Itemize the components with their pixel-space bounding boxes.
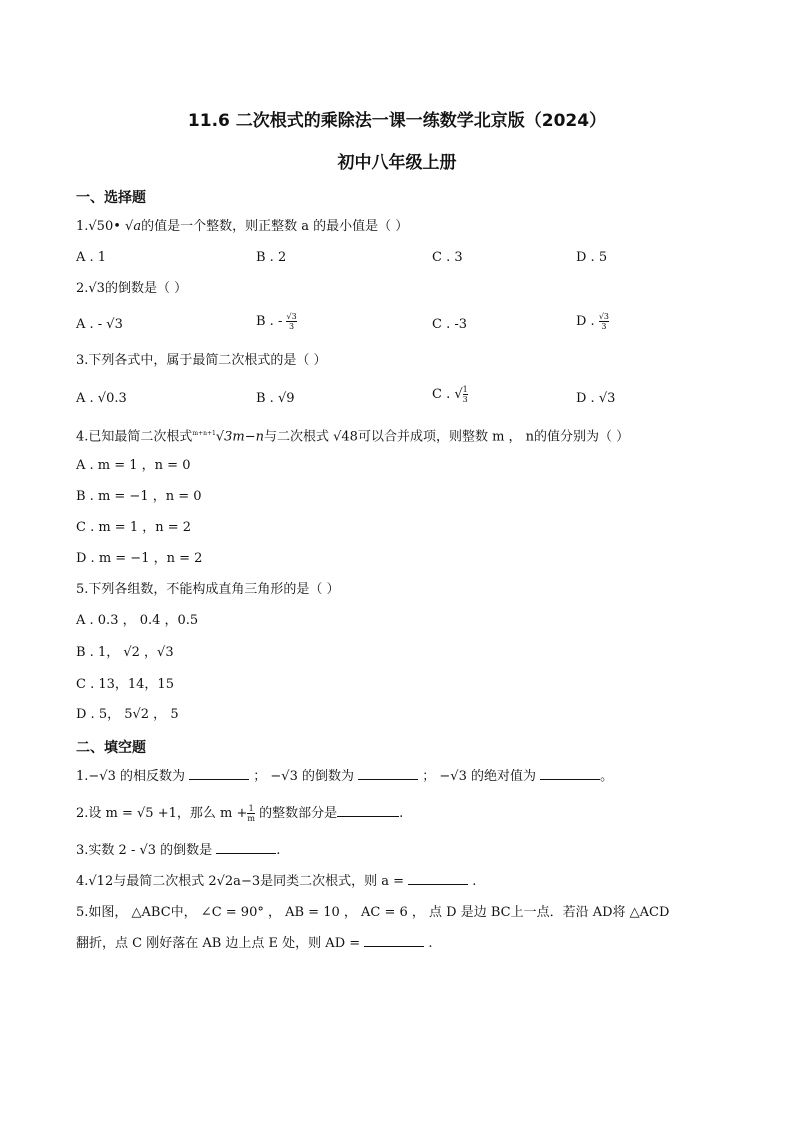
q1-option-a: A . 1 [76, 250, 107, 265]
fill-5-line-2-end: . [428, 936, 433, 951]
q5-option-b: B . 1， √2 ，√3 [76, 645, 174, 660]
page-title: 11.6 二次根式的乘除法一课一练数学北京版（2024） [187, 111, 607, 131]
fill-2-part-1: 2.设 m = √5 +1，那么 m + [76, 806, 248, 821]
fill-4-part-2: . [472, 874, 477, 889]
fraction-numerator: √3 [598, 312, 610, 321]
fraction-denominator: 3 [601, 322, 607, 331]
question-2-stem: 2.√3的倒数是（ ） [76, 281, 188, 296]
fill-4 [76, 872, 476, 892]
fill-5-line-2 [76, 934, 433, 954]
fraction-denominator: 3 [462, 395, 468, 404]
q3-option-c-fraction [463, 385, 468, 404]
question-4-stem [76, 424, 629, 447]
fill-1 [76, 767, 613, 787]
q4-stem-a: 4.已知最简二次根式 [76, 429, 193, 445]
q4-option-d: D . m = −1 ，n = 2 [76, 551, 203, 566]
q4-root-index: m+n+1 [192, 430, 216, 437]
fill-1-part-1: 1.−√3 的相反数为 [76, 769, 185, 784]
q3-option-a: A . √0.3 [76, 391, 127, 406]
q4-option-a: A . m = 1 ，n = 0 [76, 458, 191, 473]
q2-option-c: C . -3 [432, 317, 468, 332]
fill-5-line-1: 5.如图， △ABC中， ∠C = 90° ， AB = 10 ， AC = 6 ， 点 D 是边 BC上一点．若沿 AD将 △ACD [76, 905, 670, 920]
question-3-stem: 3.下列各式中，属于最简二次根式的是（ ） [76, 353, 327, 368]
fill-2-part-2: 的整数部分是 [259, 806, 338, 821]
q3-option-b: B . √9 [256, 391, 295, 406]
q1-option-c: C . 3 [432, 250, 463, 265]
q4-option-b: B . m = −1 ，n = 0 [76, 489, 202, 504]
fill-2-fraction [247, 804, 255, 823]
answer-blank[interactable] [364, 934, 424, 947]
question-5-stem: 5.下列各组数，不能构成直角三角形的是（ ） [76, 582, 340, 597]
fill-1-part-4: 。 [600, 769, 614, 784]
fill-1-part-3: ； −√3 的绝对值为 [422, 769, 536, 784]
q1-stem-c: 的值是一个整数，则正整数 a 的最小值是（ ） [141, 219, 409, 234]
q1-option-d: D . 5 [576, 250, 608, 265]
section-heading-fill: 二、填空题 [76, 740, 146, 756]
q5-option-d: D . 5， 5√2 ， 5 [76, 707, 179, 722]
q3-option-c [432, 385, 468, 405]
answer-blank[interactable] [189, 767, 249, 780]
answer-blank[interactable] [358, 767, 418, 780]
q1-stem-b: √a [125, 219, 142, 234]
fraction-numerator: √3 [286, 312, 297, 321]
fill-3-part-1: 3.实数 2 - √3 的倒数是 [76, 843, 213, 858]
fill-2 [76, 804, 403, 824]
question-1-stem [76, 217, 408, 237]
q2-option-a: A . - √3 [76, 317, 123, 332]
q1-stem-a: 1.√50• [76, 219, 121, 234]
q3-option-c-prefix: C . √ [432, 387, 463, 402]
fill-3-part-2: . [276, 843, 281, 858]
section-heading-choice: 一、选择题 [76, 190, 146, 206]
q2-option-d [576, 312, 609, 332]
fill-1-part-2: ； −√3 的倒数为 [253, 769, 354, 784]
fraction-denominator: 3 [289, 322, 295, 331]
fill-2-part-3: . [399, 806, 404, 821]
q5-option-a: A . 0.3 ， 0.4 ，0.5 [76, 613, 199, 628]
fill-5-line-2-text: 翻折，点 C 刚好落在 AB 边上点 E 处，则 AD = [76, 936, 361, 951]
fill-4-part-1: 4.√12与最简二次根式 2√2a−3是同类二次根式，则 a = [76, 874, 405, 889]
fraction-numerator: 1 [462, 385, 468, 394]
q1-option-b: B . 2 [256, 250, 287, 265]
fraction-denominator: m [247, 814, 255, 823]
q3-option-d: D . √3 [576, 391, 616, 406]
fraction-numerator: 1 [248, 804, 254, 813]
q4-stem-b: √3m−n [215, 429, 264, 445]
q5-option-c: C . 13，14，15 [76, 677, 174, 692]
q2-option-b-prefix: B . - [256, 314, 283, 329]
answer-blank[interactable] [337, 804, 399, 817]
answer-blank[interactable] [540, 767, 600, 780]
fill-3 [76, 841, 280, 861]
q2-option-b [256, 312, 297, 332]
q2-option-d-fraction [599, 312, 609, 331]
q2-option-b-fraction [286, 312, 296, 331]
answer-blank[interactable] [408, 872, 468, 885]
page-subtitle: 初中八年级上册 [337, 153, 457, 173]
q4-stem-c: 与二次根式 √48可以合并成项，则整数 m ， n的值分别为（ ） [264, 429, 630, 445]
answer-blank[interactable] [216, 841, 276, 854]
q2-option-d-prefix: D . [576, 314, 595, 329]
q4-option-c: C . m = 1 ，n = 2 [76, 520, 192, 535]
